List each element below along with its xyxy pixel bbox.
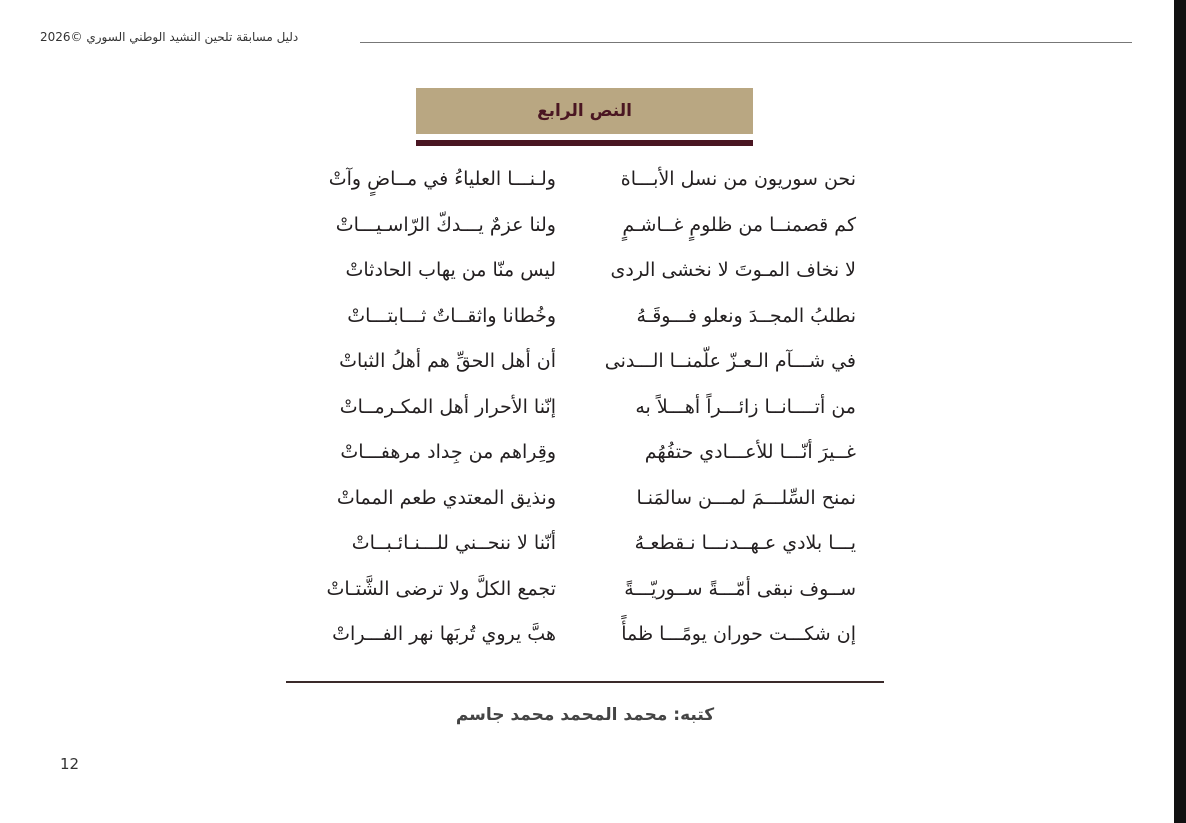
verse-first-half: من أتــــانــا زائـــراً أهـــلاً به — [635, 395, 856, 418]
verse-first-half: غــيرَ أنّـــا للأعـــادي حتفُهُم — [644, 441, 856, 463]
page-header — [40, 28, 1132, 52]
header-title: دليل مسابقة تلحين النشيد الوطني السوري ©2026 — [40, 30, 299, 44]
poem-verse — [300, 623, 870, 669]
verse-second-half: أن أهل الحقِّ هم أهلُ الثباتْ — [339, 350, 556, 372]
page-edge — [1174, 0, 1186, 823]
poem-verse — [300, 168, 870, 214]
poem-verse — [300, 305, 870, 351]
verse-second-half: ولنا عزمٌ يـــدكّ الرّاسـيـــاتْ — [335, 213, 556, 236]
verse-first-half: كم قصمنــا من ظلومٍ غــاشـمٍ — [622, 213, 856, 236]
poem — [300, 168, 870, 669]
verse-second-half: ولـنـــا العلياءُ في مــاضٍ وآتْ — [328, 168, 556, 190]
poem-verse — [300, 259, 870, 305]
verse-second-half: تجمع الكلَّ ولا ترضى الشَّتـاتْ — [326, 577, 556, 600]
verse-first-half: نمنح السِّلـــمَ لمـــن سالمَنـا — [636, 486, 856, 509]
poem-verse — [300, 441, 870, 487]
header-rule — [360, 42, 1132, 43]
verse-first-half: ســوف نبقى أمّـــةً ســوريّـــةً — [624, 577, 856, 600]
verse-first-half: نطلبُ المجــدَ ونعلو فـــوقَـهُ — [636, 304, 856, 327]
verse-first-half: نحن سوريون من نسل الأبـــاة — [620, 168, 856, 190]
poem-verse — [300, 487, 870, 533]
verse-first-half: في شـــآم الـعـزّ علّمنــا الـــدنى — [604, 350, 856, 372]
poem-verse — [300, 350, 870, 396]
section-title: النص الرابع — [537, 101, 632, 121]
verse-second-half: ونذيق المعتدي طعم المماتْ — [336, 486, 556, 509]
verse-second-half: وخُطانا واثقــاتٌ ثـــابتـــاتْ — [347, 304, 556, 327]
verse-second-half: ليس منّا من يهاب الحادثاتْ — [345, 259, 556, 281]
page-number: 12 — [60, 755, 80, 773]
poem-verse — [300, 532, 870, 578]
verse-first-half: يـــا بلادي عـهــدنـــا نـقطعـهُ — [634, 532, 856, 554]
section-title-box — [416, 88, 753, 134]
verse-second-half: وقِراهم من جِداد مرهفـــاتْ — [340, 441, 556, 463]
poem-verse — [300, 396, 870, 442]
verse-second-half: هبَّ يروي تُربَها نهر الفـــراتْ — [332, 623, 556, 645]
verse-second-half: أنّنا لا ننحــني للـــنـائـبــاتْ — [351, 532, 556, 554]
author-credit: كتبه: محمد المحمد محمد جاسم — [455, 705, 715, 725]
poem-bottom-rule — [286, 681, 884, 683]
poem-verse — [300, 214, 870, 260]
section-title-underline — [416, 140, 753, 146]
poem-verse — [300, 578, 870, 624]
verse-first-half: إن شكـــت حوران يومًـــا ظمأً — [621, 623, 856, 645]
verse-second-half: إنّنا الأحرار أهل المكـرمــاتْ — [339, 395, 556, 418]
verse-first-half: لا نخاف المـوتَ لا نخشى الردى — [610, 259, 856, 281]
